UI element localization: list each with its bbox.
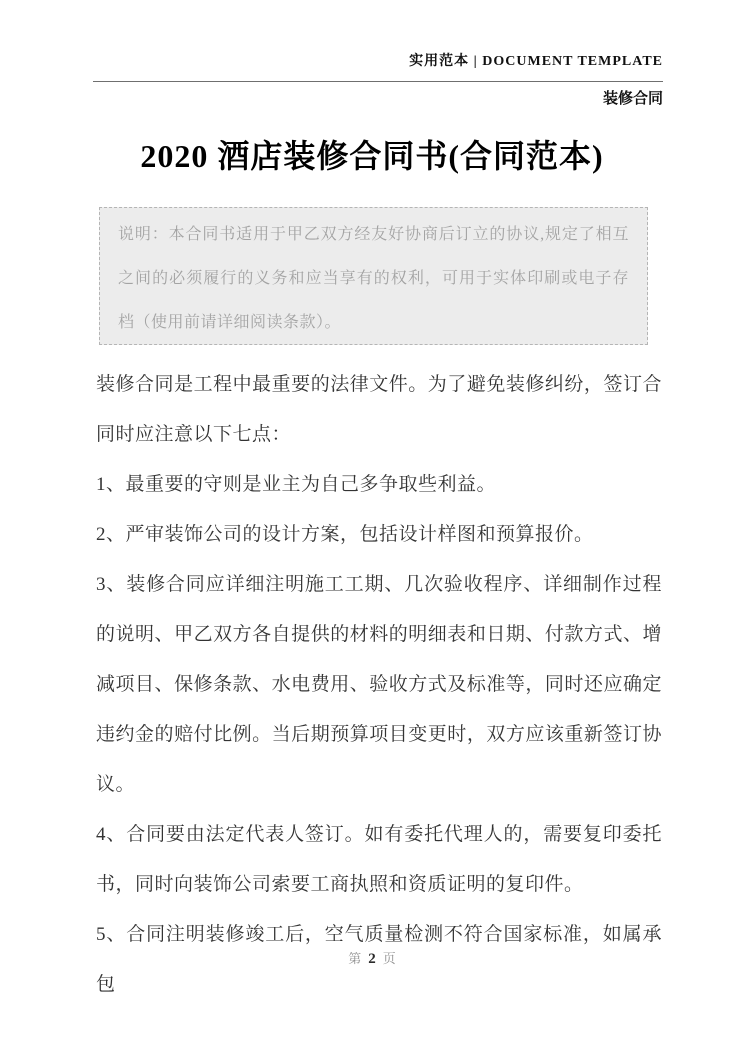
page-number-suffix: 页 — [382, 951, 396, 966]
notice-box — [99, 207, 648, 345]
body-paragraph: 5、合同注明装修竣工后，空气质量检测不符合国家标准，如属承包 — [96, 924, 662, 995]
header-divider — [93, 81, 663, 82]
page-header — [93, 0, 663, 108]
page-footer — [0, 948, 744, 970]
page-number-prefix: 第 — [348, 951, 362, 966]
body-paragraph: 3、装修合同应详细注明施工工期、几次验收程序、详细制作过程的说明、甲乙双方各自提供的材料的明细表和日期、付款方式、增减项目、保修条款、水电费用、验收方式及标准等，同时还应确定违约金的赔付比例。当后期预算项目变更时，双方应该重新签订协议。 — [96, 574, 662, 795]
notice-text: 说明：本合同书适用于甲乙双方经友好协商后订立的协议,规定了相互之间的必须履行的义务和应当享有的权利，可用于实体印刷或电子存档（使用前请详细阅读条款）。 — [118, 226, 629, 331]
body-paragraph: 装修合同是工程中最重要的法律文件。为了避免装修纠纷，签订合同时应注意以下七点： — [96, 374, 662, 445]
document-body — [96, 360, 662, 1010]
document-title: 2020 酒店装修合同书(合同范本) — [140, 138, 604, 174]
body-paragraph: 1、最重要的守则是业主为自己多争取些利益。 — [96, 474, 497, 495]
brand-text: 实用范本 | DOCUMENT TEMPLATE — [409, 54, 663, 69]
doc-type-label: 装修合同 — [602, 91, 663, 107]
page-number: 2 — [368, 951, 376, 967]
body-paragraph: 2、严审装饰公司的设计方案，包括设计样图和预算报价。 — [96, 524, 594, 545]
body-paragraph: 4、合同要由法定代表人签订。如有委托代理人的，需要复印委托书，同时向装饰公司索要工商执照和资质证明的复印件。 — [96, 824, 662, 895]
